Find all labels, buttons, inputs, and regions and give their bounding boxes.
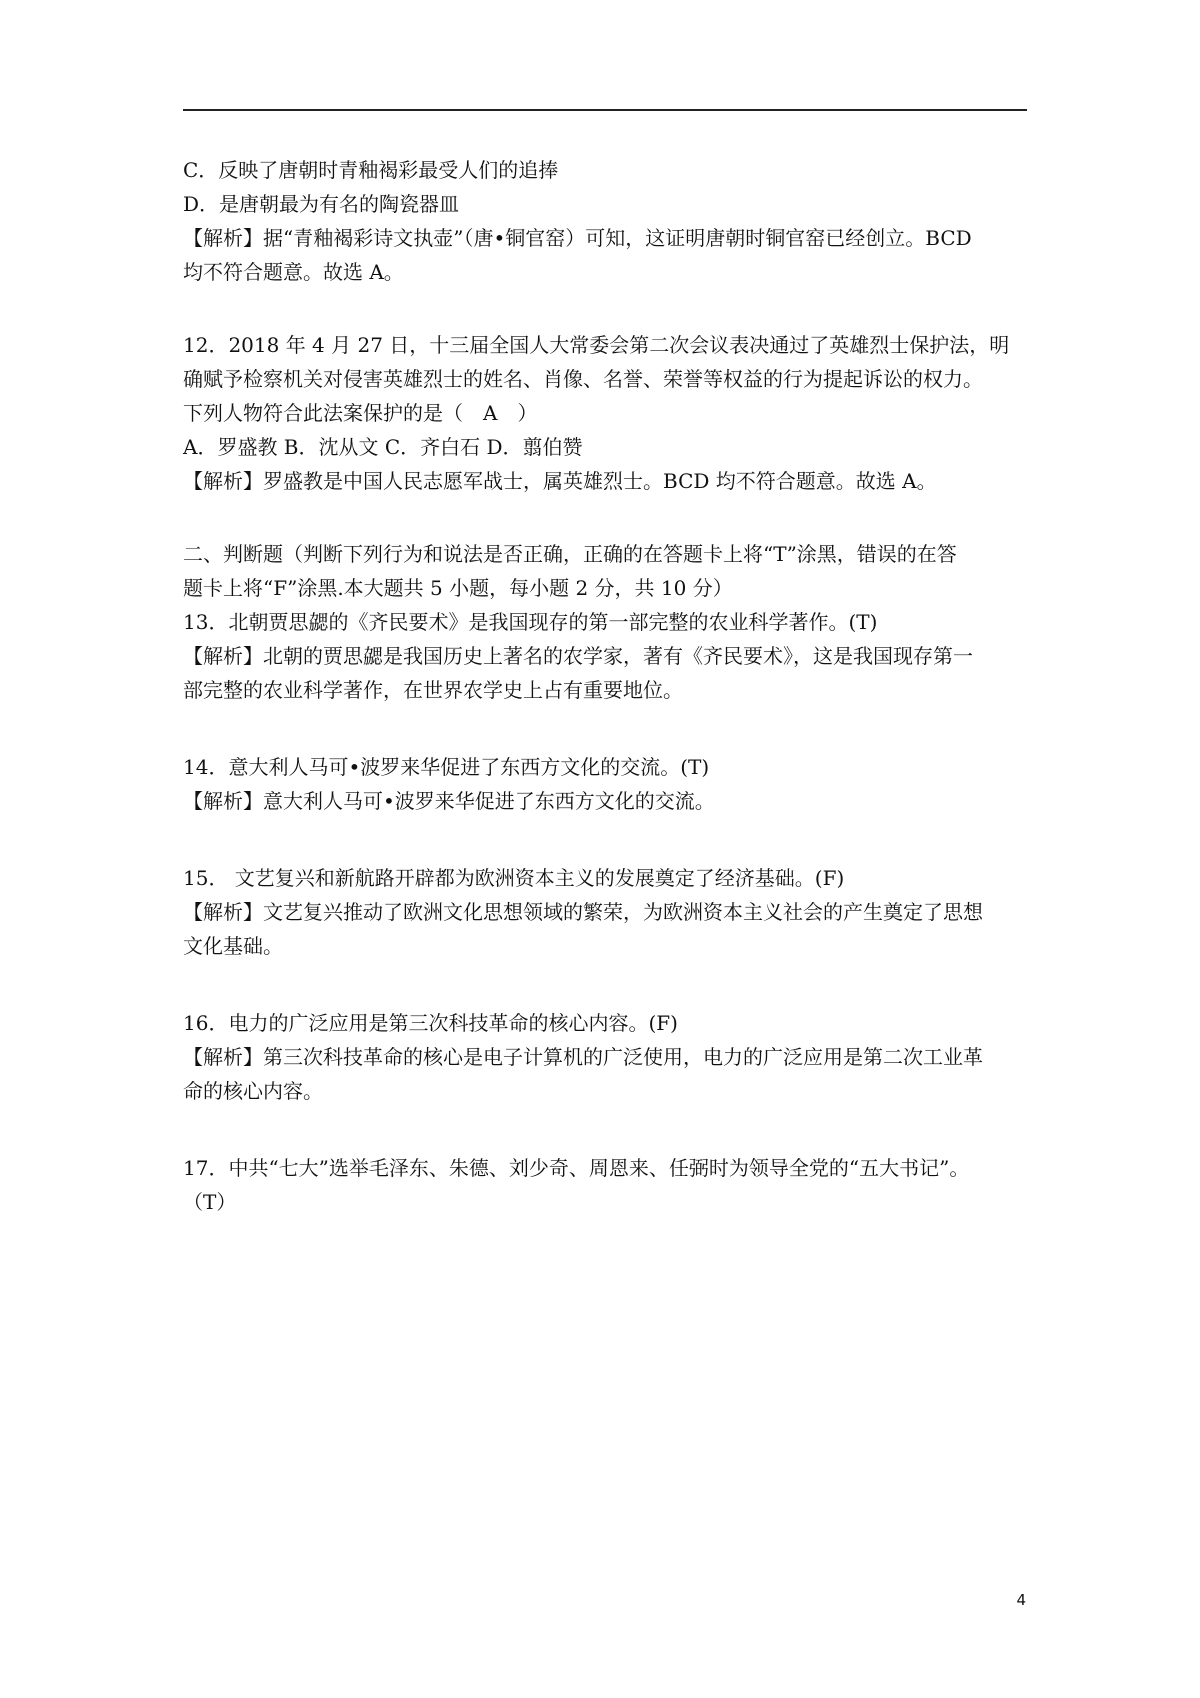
- spacer: [183, 818, 1033, 861]
- spacer: [183, 707, 1033, 750]
- q15-analysis-line-2: 文化基础。: [183, 934, 283, 958]
- spacer: [183, 963, 1033, 1006]
- q15-analysis-line-1: 【解析】文艺复兴推动了欧洲文化思想领域的繁荣，为欧洲资本主义社会的产生奠定了思想: [183, 900, 983, 924]
- q13-statement-line: 13．北朝贾思勰的《齐民要术》是我国现存的第一部完整的农业科学著作。(T): [183, 610, 878, 634]
- q12-analysis-line: 【解析】罗盛教是中国人民志愿军战士，属英雄烈士。BCD 均不符合题意。故选 A。: [183, 469, 937, 493]
- q13-analysis-line-2: 部完整的农业科学著作，在世界农学史上占有重要地位。: [183, 678, 683, 702]
- q12-question-line-1: 12．2018 年 4 月 27 日，十三届全国人大常委会第二次会议表决通过了英雄烈士保护法，明: [183, 333, 1010, 357]
- q11-analysis-line-1: 【解析】据“青釉褐彩诗文执壶”（唐•铜官窑）可知，这证明唐朝时铜官窑已经创立。BCD: [183, 226, 972, 250]
- q12-options-line: A．罗盛教 B．沈从文 C．齐白石 D．翦伯赞: [183, 435, 583, 459]
- spacer: [183, 1108, 1033, 1151]
- document-body: [183, 153, 1033, 1219]
- header-rule: [183, 109, 1027, 111]
- spacer: [183, 498, 1033, 537]
- q13-analysis-line-1: 【解析】北朝的贾思勰是我国历史上著名的农学家，著有《齐民要术》，这是我国现存第一: [183, 644, 973, 668]
- section-heading-line-2: 题卡上将“F”涂黑.本大题共 5 小题，每小题 2 分，共 10 分）: [183, 576, 733, 600]
- q16-statement-line: 16．电力的广泛应用是第三次科技革命的核心内容。(F): [183, 1011, 678, 1035]
- q17-statement-line-1: 17．中共“七大”选举毛泽东、朱德、刘少奇、周恩来、任弼时为领导全党的“五大书记”。: [183, 1156, 970, 1180]
- option-c-line: C．反映了唐朝时青釉褐彩最受人们的追捧: [183, 158, 559, 182]
- q15-statement-line: 15． 文艺复兴和新航路开辟都为欧洲资本主义的发展奠定了经济基础。(F): [183, 866, 845, 890]
- option-d-line: D．是唐朝最为有名的陶瓷器皿: [183, 192, 460, 216]
- q16-analysis-line-1: 【解析】第三次科技革命的核心是电子计算机的广泛使用，电力的广泛应用是第二次工业革: [183, 1045, 983, 1069]
- spacer: [183, 289, 1033, 328]
- section-heading-line-1: 二、判断题（判断下列行为和说法是否正确，正确的在答题卡上将“T”涂黑，错误的在答: [183, 542, 957, 566]
- q12-question-line-2: 确赋予检察机关对侵害英雄烈士的姓名、肖像、名誉、荣誉等权益的行为提起诉讼的权力。: [183, 367, 983, 391]
- q17-statement-line-2: （T）: [183, 1190, 237, 1214]
- page-number: 4: [1016, 1591, 1026, 1609]
- q12-question-line-3: 下列人物符合此法案保护的是（ A ）: [183, 401, 538, 425]
- q16-analysis-line-2: 命的核心内容。: [183, 1079, 323, 1103]
- q14-analysis-line: 【解析】意大利人马可•波罗来华促进了东西方文化的交流。: [183, 789, 715, 813]
- q11-analysis-line-2: 均不符合题意。故选 A。: [183, 260, 404, 284]
- q14-statement-line: 14．意大利人马可•波罗来华促进了东西方文化的交流。(T): [183, 755, 710, 779]
